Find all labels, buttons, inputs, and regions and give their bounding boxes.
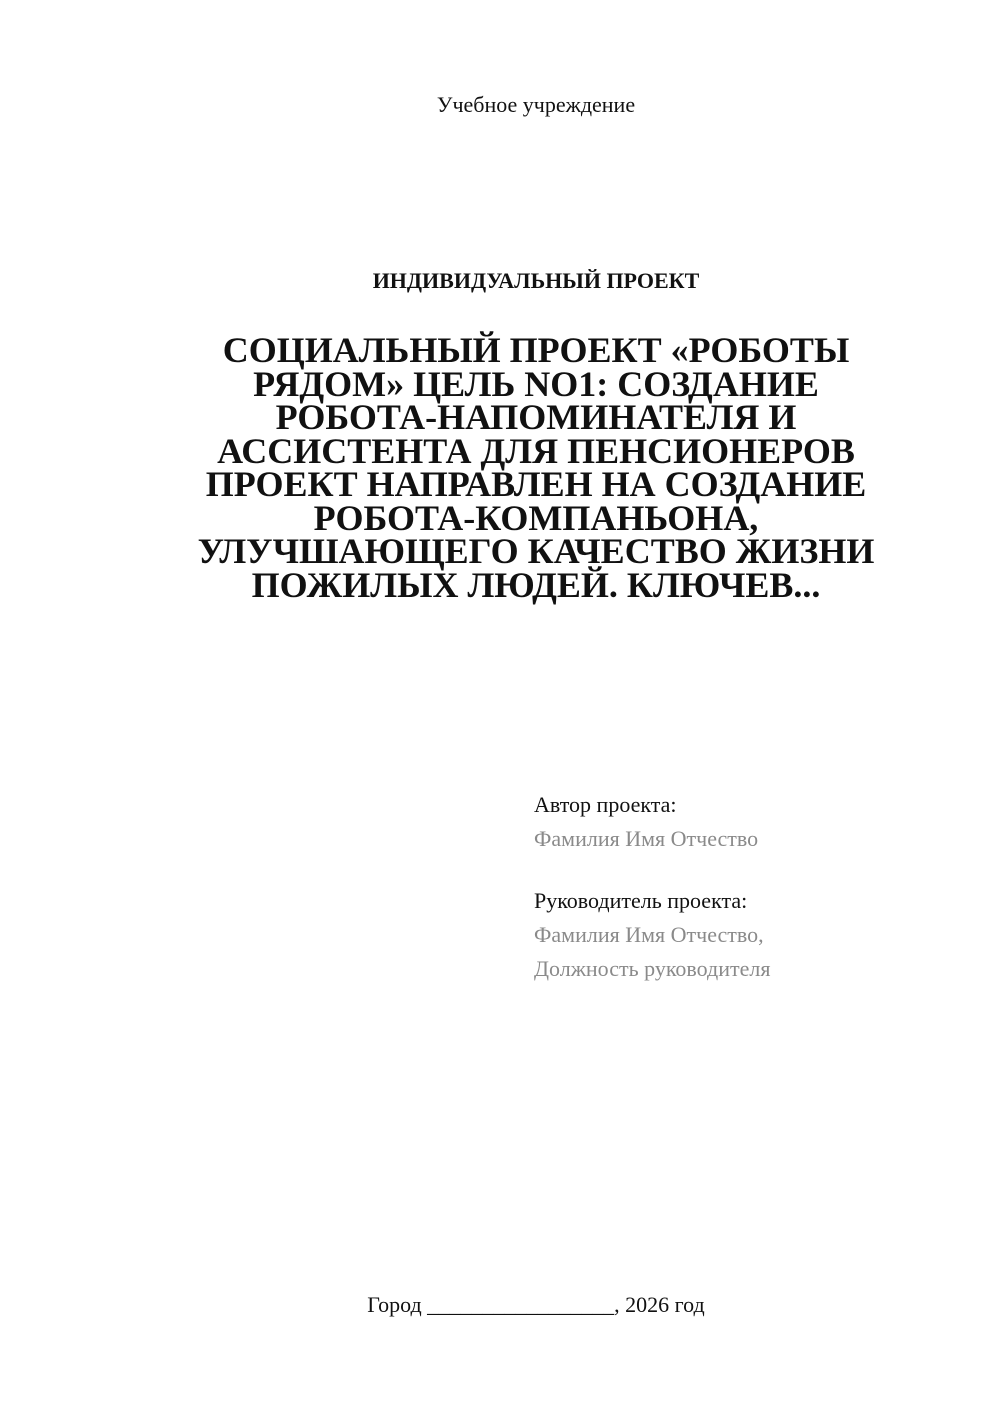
project-title-line: УЛУЧШАЮЩЕГО КАЧЕСТВО ЖИЗНИ: [197, 531, 875, 571]
credits-spacer: [534, 856, 974, 884]
project-title-line: РОБОТА-НАПОМИНАТЕЛЯ И: [275, 397, 797, 437]
institution-name: Учебное учреждение: [436, 92, 636, 117]
project-title-line: АССИСТЕНТА ДЛЯ ПЕНСИОНЕРОВ: [217, 430, 855, 471]
project-title-line: РОБОТА-КОМПАНЬОНА,: [313, 497, 759, 538]
document-type-heading: ИНДИВИДУАЛЬНЫЙ ПРОЕКТ: [372, 268, 700, 293]
project-title-line: РЯДОМ» ЦЕЛЬ NO1: СОЗДАНИЕ: [253, 363, 819, 404]
project-title-line: ПОЖИЛЫХ ЛЮДЕЙ. КЛЮЧЕВ...: [251, 564, 821, 605]
author-label: Автор проекта:: [534, 792, 677, 817]
author-name-placeholder: Фамилия Имя Отчество: [534, 826, 759, 851]
credits-block: [534, 788, 974, 986]
project-title-line: СОЦИАЛЬНЫЙ ПРОЕКТ «РОБОТЫ: [222, 330, 850, 370]
city-year-line: Город _________________, 2026 год: [367, 1292, 705, 1317]
supervisor-position-placeholder: Должность руководителя: [534, 956, 771, 981]
project-title-line: ПРОЕКТ НАПРАВЛЕН НА СОЗДАНИЕ: [205, 464, 867, 504]
project-title: [160, 330, 912, 605]
supervisor-name-placeholder: Фамилия Имя Отчество,: [534, 922, 764, 947]
supervisor-label: Руководитель проекта:: [534, 888, 748, 913]
